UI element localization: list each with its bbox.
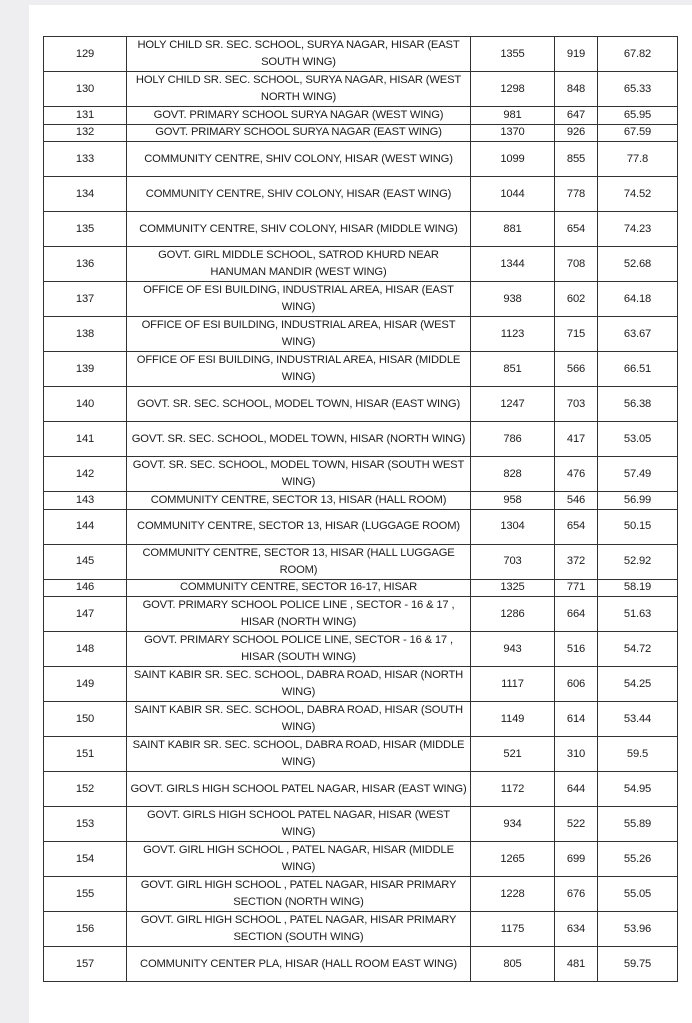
votes-polled-cell: 310 [555, 737, 598, 772]
turnout-percent-cell: 53.96 [598, 912, 678, 947]
table-row [44, 177, 678, 212]
total-voters-cell: 1228 [471, 877, 555, 912]
station-name-cell: GOVT. GIRLS HIGH SCHOOL PATEL NAGAR, HISAR (WEST WING) [127, 807, 471, 842]
votes-polled-cell: 778 [555, 177, 598, 212]
votes-polled-cell: 647 [555, 107, 598, 125]
station-number-cell: 129 [44, 37, 127, 72]
turnout-percent-cell: 65.95 [598, 107, 678, 125]
total-voters-cell: 1099 [471, 142, 555, 177]
total-voters-cell: 943 [471, 632, 555, 667]
total-voters-cell: 703 [471, 544, 555, 579]
station-name-cell: SAINT KABIR SR. SEC. SCHOOL, DABRA ROAD, HISAR (SOUTH WING) [127, 702, 471, 737]
total-voters-cell: 1149 [471, 702, 555, 737]
turnout-percent-cell: 55.26 [598, 842, 678, 877]
turnout-percent-cell: 54.25 [598, 667, 678, 702]
total-voters-cell: 1044 [471, 177, 555, 212]
table-row [44, 387, 678, 422]
station-number-cell: 141 [44, 422, 127, 457]
votes-polled-cell: 676 [555, 877, 598, 912]
turnout-percent-cell: 77.8 [598, 142, 678, 177]
votes-polled-cell: 708 [555, 247, 598, 282]
station-number-cell: 136 [44, 247, 127, 282]
total-voters-cell: 1265 [471, 842, 555, 877]
total-voters-cell: 1172 [471, 772, 555, 807]
votes-polled-cell: 476 [555, 457, 598, 492]
votes-polled-cell: 919 [555, 37, 598, 72]
turnout-percent-cell: 59.5 [598, 737, 678, 772]
turnout-percent-cell: 66.51 [598, 352, 678, 387]
votes-polled-cell: 654 [555, 509, 598, 544]
turnout-percent-cell: 65.33 [598, 72, 678, 107]
turnout-percent-cell: 56.38 [598, 387, 678, 422]
station-name-cell: COMMUNITY CENTRE, SECTOR 13, HISAR (HALL ROOM) [127, 492, 471, 510]
table-row [44, 737, 678, 772]
station-name-cell: GOVT. SR. SEC. SCHOOL, MODEL TOWN, HISAR (EAST WING) [127, 387, 471, 422]
table-row [44, 142, 678, 177]
total-voters-cell: 1175 [471, 912, 555, 947]
total-voters-cell: 934 [471, 807, 555, 842]
station-number-cell: 135 [44, 212, 127, 247]
table-row [44, 422, 678, 457]
station-number-cell: 152 [44, 772, 127, 807]
station-name-cell: COMMUNITY CENTER PLA, HISAR (HALL ROOM EAST WING) [127, 947, 471, 982]
votes-polled-cell: 848 [555, 72, 598, 107]
table-row [44, 37, 678, 72]
table-body [44, 37, 678, 982]
station-name-cell: GOVT. SR. SEC. SCHOOL, MODEL TOWN, HISAR (NORTH WING) [127, 422, 471, 457]
table-row [44, 632, 678, 667]
table-row [44, 282, 678, 317]
station-name-cell: COMMUNITY CENTRE, SHIV COLONY, HISAR (EAST WING) [127, 177, 471, 212]
turnout-percent-cell: 64.18 [598, 282, 678, 317]
station-name-cell: OFFICE OF ESI BUILDING, INDUSTRIAL AREA, HISAR (WEST WING) [127, 317, 471, 352]
table-row [44, 912, 678, 947]
turnout-percent-cell: 74.23 [598, 212, 678, 247]
station-name-cell: COMMUNITY CENTRE, SECTOR 16-17, HISAR [127, 579, 471, 597]
turnout-percent-cell: 63.67 [598, 317, 678, 352]
turnout-percent-cell: 57.49 [598, 457, 678, 492]
station-number-cell: 148 [44, 632, 127, 667]
votes-polled-cell: 481 [555, 947, 598, 982]
station-number-cell: 137 [44, 282, 127, 317]
total-voters-cell: 1370 [471, 124, 555, 142]
station-name-cell: COMMUNITY CENTRE, SECTOR 13, HISAR (LUGGAGE ROOM) [127, 509, 471, 544]
votes-polled-cell: 699 [555, 842, 598, 877]
station-number-cell: 144 [44, 509, 127, 544]
station-number-cell: 145 [44, 544, 127, 579]
station-name-cell: GOVT. GIRL HIGH SCHOOL , PATEL NAGAR, HISAR PRIMARY SECTION (SOUTH WING) [127, 912, 471, 947]
table-row [44, 579, 678, 597]
total-voters-cell: 1123 [471, 317, 555, 352]
total-voters-cell: 981 [471, 107, 555, 125]
station-name-cell: GOVT. PRIMARY SCHOOL SURYA NAGAR (WEST WING) [127, 107, 471, 125]
total-voters-cell: 851 [471, 352, 555, 387]
table-row [44, 772, 678, 807]
votes-polled-cell: 855 [555, 142, 598, 177]
station-name-cell: GOVT. GIRL HIGH SCHOOL , PATEL NAGAR, HISAR PRIMARY SECTION (NORTH WING) [127, 877, 471, 912]
votes-polled-cell: 546 [555, 492, 598, 510]
station-number-cell: 138 [44, 317, 127, 352]
votes-polled-cell: 634 [555, 912, 598, 947]
total-voters-cell: 881 [471, 212, 555, 247]
votes-polled-cell: 771 [555, 579, 598, 597]
station-number-cell: 155 [44, 877, 127, 912]
votes-polled-cell: 703 [555, 387, 598, 422]
turnout-percent-cell: 74.52 [598, 177, 678, 212]
turnout-percent-cell: 58.19 [598, 579, 678, 597]
station-name-cell: GOVT. GIRL MIDDLE SCHOOL, SATROD KHURD NEAR HANUMAN MANDIR (WEST WING) [127, 247, 471, 282]
total-voters-cell: 1344 [471, 247, 555, 282]
station-name-cell: OFFICE OF ESI BUILDING, INDUSTRIAL AREA, HISAR (MIDDLE WING) [127, 352, 471, 387]
total-voters-cell: 521 [471, 737, 555, 772]
total-voters-cell: 805 [471, 947, 555, 982]
turnout-percent-cell: 53.05 [598, 422, 678, 457]
turnout-percent-cell: 56.99 [598, 492, 678, 510]
station-name-cell: GOVT. PRIMARY SCHOOL POLICE LINE, SECTOR - 16 & 17 , HISAR (SOUTH WING) [127, 632, 471, 667]
turnout-percent-cell: 53.44 [598, 702, 678, 737]
votes-polled-cell: 602 [555, 282, 598, 317]
total-voters-cell: 786 [471, 422, 555, 457]
total-voters-cell: 958 [471, 492, 555, 510]
station-number-cell: 134 [44, 177, 127, 212]
station-number-cell: 146 [44, 579, 127, 597]
turnout-percent-cell: 67.59 [598, 124, 678, 142]
total-voters-cell: 1286 [471, 597, 555, 632]
turnout-percent-cell: 67.82 [598, 37, 678, 72]
votes-polled-cell: 644 [555, 772, 598, 807]
station-name-cell: GOVT. GIRL HIGH SCHOOL , PATEL NAGAR, HISAR (MIDDLE WING) [127, 842, 471, 877]
table-row [44, 702, 678, 737]
polling-station-table [43, 36, 678, 982]
votes-polled-cell: 606 [555, 667, 598, 702]
table-row [44, 947, 678, 982]
table-row [44, 492, 678, 510]
table-row [44, 317, 678, 352]
table-row [44, 597, 678, 632]
station-name-cell: SAINT KABIR SR. SEC. SCHOOL, DABRA ROAD, HISAR (NORTH WING) [127, 667, 471, 702]
turnout-percent-cell: 50.15 [598, 509, 678, 544]
station-number-cell: 130 [44, 72, 127, 107]
station-name-cell: GOVT. SR. SEC. SCHOOL, MODEL TOWN, HISAR (SOUTH WEST WING) [127, 457, 471, 492]
station-number-cell: 147 [44, 597, 127, 632]
votes-polled-cell: 614 [555, 702, 598, 737]
turnout-percent-cell: 55.05 [598, 877, 678, 912]
station-name-cell: HOLY CHILD SR. SEC. SCHOOL, SURYA NAGAR, HISAR (WEST NORTH WING) [127, 72, 471, 107]
station-number-cell: 149 [44, 667, 127, 702]
station-number-cell: 132 [44, 124, 127, 142]
table-row [44, 212, 678, 247]
table-row [44, 124, 678, 142]
station-name-cell: GOVT. PRIMARY SCHOOL SURYA NAGAR (EAST WING) [127, 124, 471, 142]
station-number-cell: 154 [44, 842, 127, 877]
station-number-cell: 139 [44, 352, 127, 387]
table-row [44, 247, 678, 282]
station-name-cell: COMMUNITY CENTRE, SHIV COLONY, HISAR (MIDDLE WING) [127, 212, 471, 247]
table-row [44, 72, 678, 107]
votes-polled-cell: 417 [555, 422, 598, 457]
total-voters-cell: 1298 [471, 72, 555, 107]
station-name-cell: COMMUNITY CENTRE, SHIV COLONY, HISAR (WEST WING) [127, 142, 471, 177]
station-number-cell: 143 [44, 492, 127, 510]
turnout-percent-cell: 52.68 [598, 247, 678, 282]
total-voters-cell: 1355 [471, 37, 555, 72]
total-voters-cell: 938 [471, 282, 555, 317]
turnout-percent-cell: 54.72 [598, 632, 678, 667]
votes-polled-cell: 516 [555, 632, 598, 667]
table-row [44, 544, 678, 579]
votes-polled-cell: 664 [555, 597, 598, 632]
total-voters-cell: 1325 [471, 579, 555, 597]
station-number-cell: 150 [44, 702, 127, 737]
station-name-cell: SAINT KABIR SR. SEC. SCHOOL, DABRA ROAD, HISAR (MIDDLE WING) [127, 737, 471, 772]
total-voters-cell: 1247 [471, 387, 555, 422]
votes-polled-cell: 715 [555, 317, 598, 352]
votes-polled-cell: 522 [555, 807, 598, 842]
station-name-cell: GOVT. GIRLS HIGH SCHOOL PATEL NAGAR, HISAR (EAST WING) [127, 772, 471, 807]
votes-polled-cell: 654 [555, 212, 598, 247]
turnout-percent-cell: 52.92 [598, 544, 678, 579]
station-number-cell: 140 [44, 387, 127, 422]
table-row [44, 667, 678, 702]
station-name-cell: COMMUNITY CENTRE, SECTOR 13, HISAR (HALL LUGGAGE ROOM) [127, 544, 471, 579]
station-number-cell: 142 [44, 457, 127, 492]
table-row [44, 509, 678, 544]
turnout-percent-cell: 54.95 [598, 772, 678, 807]
turnout-percent-cell: 55.89 [598, 807, 678, 842]
station-number-cell: 153 [44, 807, 127, 842]
station-number-cell: 131 [44, 107, 127, 125]
station-number-cell: 151 [44, 737, 127, 772]
table-row [44, 807, 678, 842]
station-number-cell: 157 [44, 947, 127, 982]
turnout-percent-cell: 59.75 [598, 947, 678, 982]
station-name-cell: OFFICE OF ESI BUILDING, INDUSTRIAL AREA, HISAR (EAST WING) [127, 282, 471, 317]
votes-polled-cell: 926 [555, 124, 598, 142]
station-number-cell: 133 [44, 142, 127, 177]
total-voters-cell: 1117 [471, 667, 555, 702]
station-name-cell: HOLY CHILD SR. SEC. SCHOOL, SURYA NAGAR, HISAR (EAST SOUTH WING) [127, 37, 471, 72]
station-name-cell: GOVT. PRIMARY SCHOOL POLICE LINE , SECTOR - 16 & 17 , HISAR (NORTH WING) [127, 597, 471, 632]
votes-polled-cell: 372 [555, 544, 598, 579]
votes-polled-cell: 566 [555, 352, 598, 387]
table-row [44, 842, 678, 877]
turnout-percent-cell: 51.63 [598, 597, 678, 632]
table-row [44, 457, 678, 492]
table-row [44, 352, 678, 387]
document-page [29, 5, 692, 1023]
table-row [44, 877, 678, 912]
total-voters-cell: 1304 [471, 509, 555, 544]
total-voters-cell: 828 [471, 457, 555, 492]
table-row [44, 107, 678, 125]
station-number-cell: 156 [44, 912, 127, 947]
